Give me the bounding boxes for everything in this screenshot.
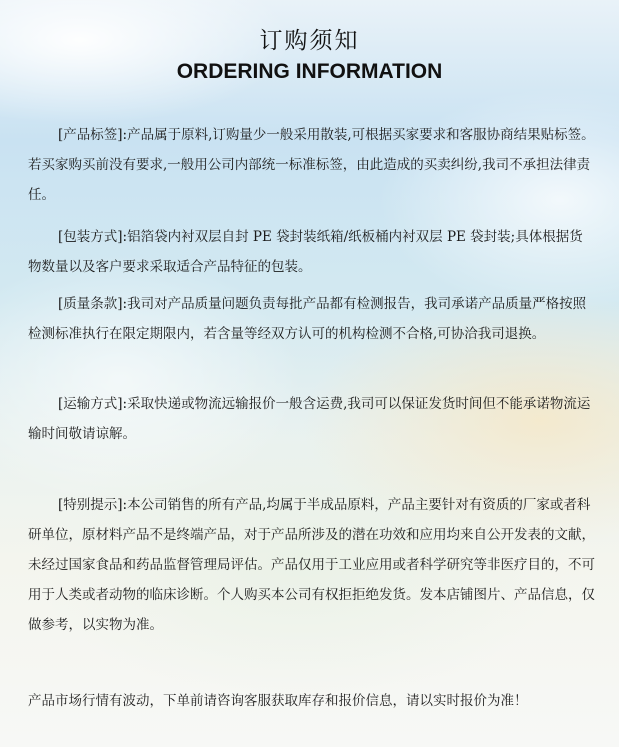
footer-notice: 产品市场行情有波动，下单前请咨询客服获取库存和报价信息，请以实时报价为准！ [28, 693, 528, 709]
page-title-english: ORDERING INFORMATION [176, 60, 443, 83]
section-text: :采取快递或物流远输报价一般含运费,我司可以保证发货时间但不能承诺物流运输时间敬请谅解。 [28, 396, 591, 442]
section-quality-terms [28, 289, 596, 349]
section-label: [产品标签] [58, 127, 123, 143]
section-label: [质量条款] [58, 296, 123, 312]
section-label: [包装方式] [58, 229, 123, 245]
section-text: :本公司销售的所有产品,均属于半成品原料，产品主要针对有资质的厂家或者科研单位，原材料产品不是终端产品，对于产品所涉及的潜在功效和应用均来自公开发表的文献，未经过国家食品和药品监督管理局评估。产品仅用于工业应用或者科学研究等非医疗目的，不可用于人类或者动物的临床诊断。个人购买本公司有权拒拒绝发货。发本店铺图片、产品信息，仅做参考，以实物为准。 [28, 497, 595, 633]
section-text: :铝箔袋内衬双层自封 PE 袋封装纸箱/纸板桶内衬双层 PE 袋封装;具体根据货物数量以及客户要求采取适合产品特征的包装。 [28, 229, 583, 275]
section-shipping [28, 389, 596, 449]
page-title-chinese: 订购须知 [259, 28, 360, 54]
section-label: [特别提示] [58, 497, 123, 513]
section-text: :我司对产品质量问题负责每批产品都有检测报告，我司承诺产品质量严格按照检测标准执行在限定期限内，若含量等经双方认可的机构检测不合格,可协洽我司退换。 [28, 296, 587, 342]
section-special-notice [28, 490, 596, 640]
section-text: :产品属于原料,订购量少一般采用散装,可根据买家要求和客服协商结果贴标签。若买家购买前没有要求,一般用公司内部统一标准标签，由此造成的买卖纠纷,我司不承担法律责任。 [28, 127, 595, 203]
section-product-label [28, 120, 596, 210]
section-label: [运输方式] [58, 396, 123, 412]
section-packaging [28, 222, 596, 282]
